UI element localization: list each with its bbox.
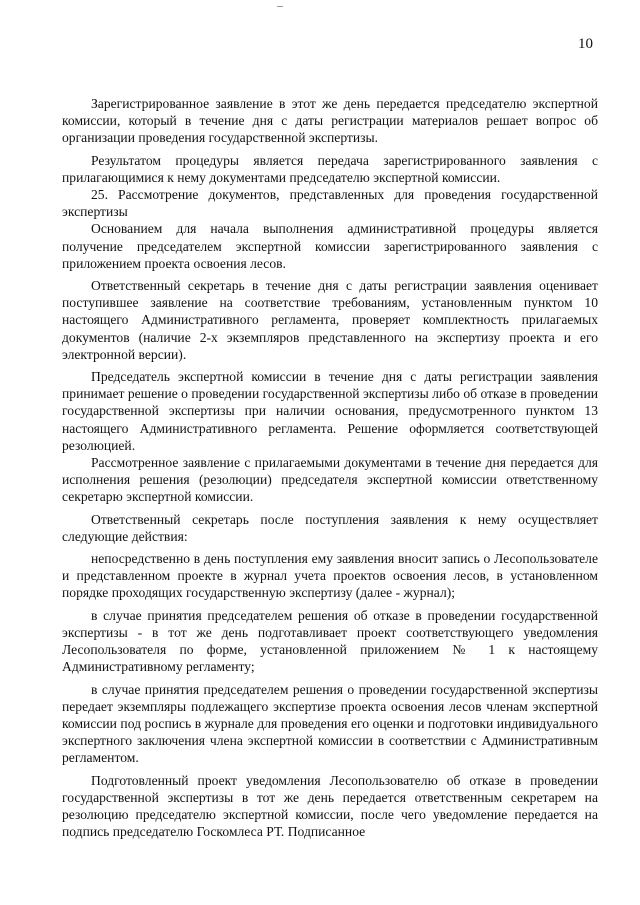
section-heading-25: 25. Рассмотрение документов, представленных для проведения государственной экспертизы — [62, 187, 598, 220]
paragraph-notification: Подготовленный проект уведомления Лесопользователю об отказе в проведении государственной экспертизы в тот же день передается ответственным секретарем на резолюцию председателю экспертной комиссии, после чего уведомление передается на подпись председателю Госкомлеса РТ. Подписанное — [62, 772, 598, 840]
paragraph-registration: Зарегистрированное заявление в этот же день передается председателю экспертной комиссии, который в течение дня с даты регистрации материалов решает вопрос об организации проведения государственной экспертизы. — [62, 96, 598, 146]
paragraph-basis: Основанием для начала выполнения административной процедуры является получение председателем экспертной комиссии зарегистрированного заявления с приложением проекта освоения лесов. — [62, 221, 598, 271]
paragraph-transfer: Рассмотренное заявление с прилагаемыми документами в течение дня передается для исполнения решения (резолюции) председателя экспертной комиссии ответственному секретарю экспертной комиссии. — [62, 455, 598, 505]
list-item-journal-entry: непосредственно в день поступления ему заявления вносит запись о Лесопользователе и представленном проекте в журнал учета проектов освоения лесов, в установленном порядке проходящих государственную экспертизу (далее - журнал); — [62, 551, 598, 601]
paragraph-secretary-actions: Ответственный секретарь после поступления заявления к нему осуществляет следующие действия: — [62, 511, 598, 544]
paragraph-secretary-evaluation: Ответственный секретарь в течение дня с даты регистрации заявления оценивает поступившее заявление на соответствие требованиям, установленным пунктом 10 настоящего Административного регламента, проверяет комплектность прилагаемых документов (наличие 2-х экземпляров представленного на экспертизу проекта и его электронной версии). — [62, 278, 598, 362]
document-body — [62, 95, 598, 840]
paragraph-chairman-decision: Председатель экспертной комиссии в течение дня с даты регистрации заявления принимает решение о проведении государственной экспертизы либо об отказе в проведении государственной экспертизы при наличии основания, предусмотренного пунктом 13 настоящего Административного регламента. Решение оформляется соответствующей резолюцией. — [62, 369, 598, 453]
list-item-expert-distribution: в случае принятия председателем решения о проведении государственной экспертизы передает экземпляры подлежащего экспертизе проекта освоения лесов членам экспертной комиссии под роспись в журнале для проведения его оценки и подготовки индивидуального экспертного заключения члена экспертной комиссии в соответствии с Административным регламентом. — [62, 681, 598, 766]
scan-mark — [277, 6, 283, 7]
paragraph-result: Результатом процедуры является передача зарегистрированного заявления с прилагающимися к нему документами председателю экспертной комиссии. — [62, 152, 598, 185]
page-number: 10 — [578, 36, 593, 52]
list-item-refusal-notice: в случае принятия председателем решения об отказе в проведении государственной экспертизы - в тот же день подготавливает проект соответствующего уведомления Лесопользователя по форме, установленной приложением № 1 к настоящему Административному регламенту; — [62, 607, 598, 675]
